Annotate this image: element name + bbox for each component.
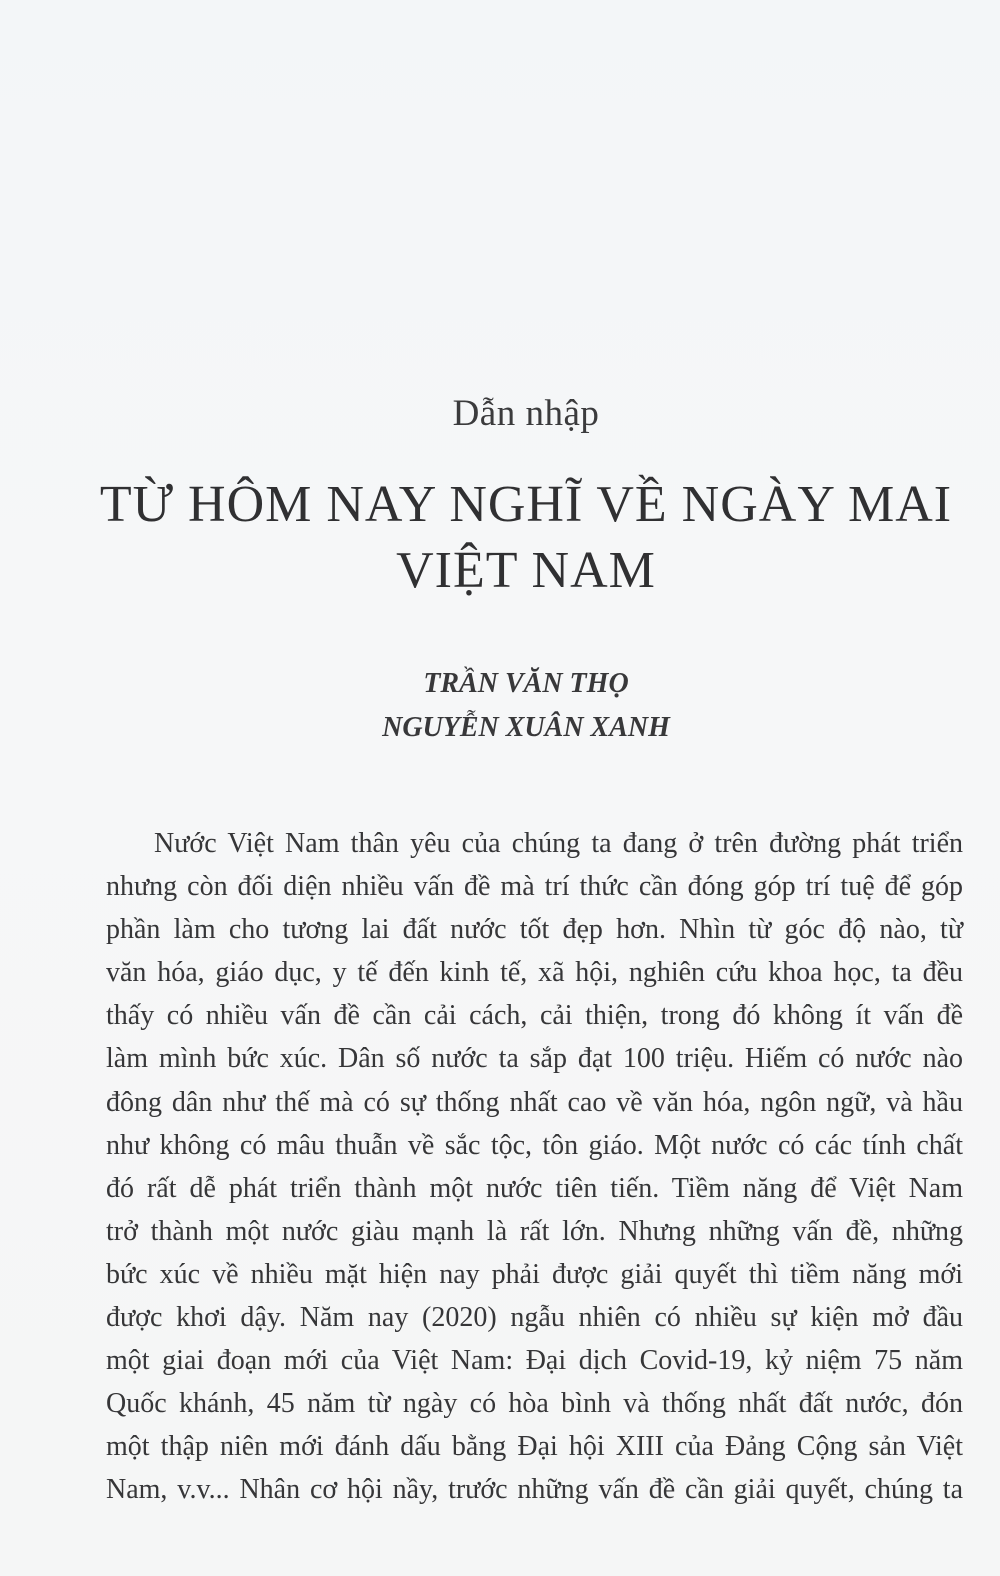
text-line: Quốc khánh, 45 năm từ ngày có hòa bình và thống nhất đất nước, đón [106, 1388, 963, 1420]
author-name: TRẦN VĂN THỌ [423, 668, 629, 699]
text-line: đó rất dễ phát triển thành một nước tiên tiến. Tiềm năng để Việt Nam [106, 1172, 963, 1204]
chapter-label: Dẫn nhập [452, 393, 600, 434]
text-line: trở thành một nước giàu mạnh là rất lớn. Nhưng những vấn đề, những [106, 1215, 963, 1247]
text-line: bức xúc về nhiều mặt hiện nay phải được giải quyết thì tiềm năng mới [106, 1258, 963, 1290]
chapter-title [0, 472, 1000, 604]
text-line: được khơi dậy. Năm nay (2020) ngẫu nhiên có nhiều sự kiện mở đầu [106, 1302, 963, 1334]
text-line: đông dân như thế mà có sự thống nhất cao về văn hóa, ngôn ngữ, và hầu [106, 1086, 963, 1118]
text-line: thấy có nhiều vấn đề cần cải cách, cải thiện, trong đó không ít vấn đề [106, 1000, 963, 1032]
text-line: làm mình bức xúc. Dân số nước ta sắp đạt 100 triệu. Hiếm có nước nào [106, 1043, 963, 1075]
text-line: như không có mâu thuẫn về sắc tộc, tôn giáo. Một nước có các tính chất [106, 1129, 963, 1161]
text-line: phần làm cho tương lai đất nước tốt đẹp hơn. Nhìn từ góc độ nào, từ [106, 914, 963, 946]
text-line: Nước Việt Nam thân yêu của chúng ta đang ở trên đường phát triển [154, 828, 963, 859]
text-line: văn hóa, giáo dục, y tế đến kinh tế, xã hội, nghiên cứu khoa học, ta đều [106, 957, 963, 989]
chapter-title-line-1: TỪ HÔM NAY NGHĨ VỀ NGÀY MAI [99, 476, 953, 533]
text-line: Nam, v.v... Nhân cơ hội nầy, trước những vấn đề cần giải quyết, chúng ta [106, 1474, 963, 1506]
text-line: một thập niên mới đánh dấu bằng Đại hội XIII của Đảng Cộng sản Việt [106, 1431, 963, 1463]
body-paragraph [106, 822, 963, 1512]
chapter-title-line-2: VIỆT NAM [396, 542, 656, 599]
text-line: nhưng còn đối diện nhiều vấn đề mà trí thức cần đóng góp trí tuệ để góp [106, 871, 963, 903]
author-name: NGUYỄN XUÂN XANH [382, 712, 670, 743]
author-list [0, 662, 1000, 750]
text-line: một giai đoạn mới của Việt Nam: Đại dịch Covid-19, kỷ niệm 75 năm [106, 1345, 963, 1377]
